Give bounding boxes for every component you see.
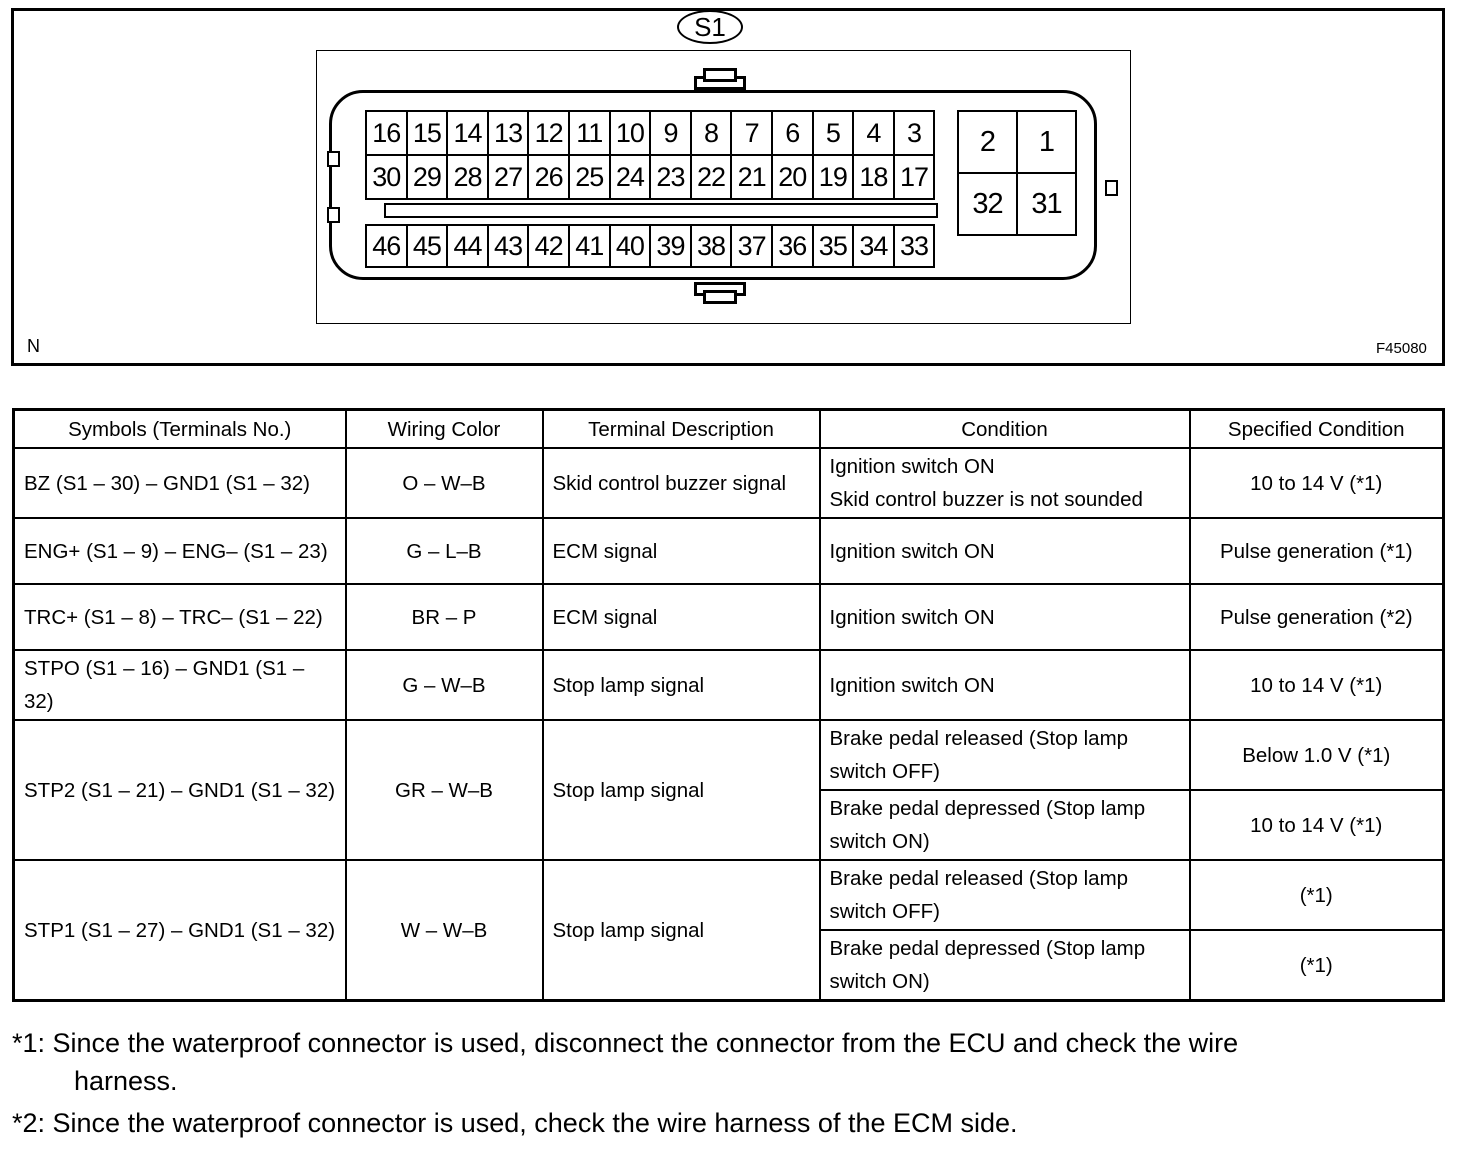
- footnote-2: *2: Since the waterproof connector is used, check the wire harness of the ECM side.: [12, 1108, 1018, 1138]
- header-specified-condition: Specified Condition: [1190, 410, 1444, 449]
- condition-cell: Brake pedal released (Stop lamp switch OFF): [820, 720, 1190, 790]
- pin: 36: [773, 226, 814, 268]
- pin: 41: [570, 226, 611, 268]
- pin: 28: [448, 156, 489, 200]
- pin: 37: [732, 226, 773, 268]
- orientation-mark: N: [27, 336, 40, 356]
- wiring-color-cell: G – W–B: [346, 650, 543, 720]
- spec-cell: (*1): [1190, 860, 1444, 930]
- table-row: [14, 720, 1444, 790]
- pin: 5: [814, 112, 855, 156]
- wiring-color-cell: GR – W–B: [346, 720, 543, 860]
- condition-cell: Ignition switch ON: [820, 584, 1190, 650]
- pin-grid-large: [957, 110, 1077, 236]
- symbol-cell: TRC+ (S1 – 8) – TRC– (S1 – 22): [14, 584, 346, 650]
- pin: 46: [367, 226, 408, 268]
- pin: 16: [367, 112, 408, 156]
- header-condition: Condition: [820, 410, 1190, 449]
- condition-cell: Brake pedal released (Stop lamp switch OFF): [820, 860, 1190, 930]
- connector-slot: [384, 203, 938, 218]
- symbol-cell: STP2 (S1 – 21) – GND1 (S1 – 32): [14, 720, 346, 860]
- spec-cell: 10 to 14 V (*1): [1190, 650, 1444, 720]
- header-terminal-description: Terminal Description: [543, 410, 820, 449]
- pin: 15: [408, 112, 449, 156]
- spec-cell: Pulse generation (*2): [1190, 584, 1444, 650]
- pin: 17: [895, 156, 936, 200]
- right-tab: [1105, 180, 1118, 196]
- condition-cell: Brake pedal depressed (Stop lamp switch ON): [820, 930, 1190, 1001]
- condition-cell: Ignition switch ON: [820, 650, 1190, 720]
- table-row: [14, 650, 1444, 720]
- pin: 40: [611, 226, 652, 268]
- connector-label: S1: [677, 10, 743, 44]
- pin: 9: [651, 112, 692, 156]
- top-latch-knob: [703, 68, 737, 82]
- footnote-1: *1: Since the waterproof connector is used, disconnect the connector from the ECU and check the wire: [12, 1028, 1239, 1058]
- pin: 29: [408, 156, 449, 200]
- description-cell: Skid control buzzer signal: [543, 448, 820, 518]
- condition-cell: Ignition switch ON: [820, 518, 1190, 584]
- pin: 26: [529, 156, 570, 200]
- bottom-latch-knob: [703, 290, 737, 304]
- pin: 12: [529, 112, 570, 156]
- pin: 11: [570, 112, 611, 156]
- pin: 39: [651, 226, 692, 268]
- left-tab-upper: [327, 151, 340, 167]
- pin-grid-upper: [365, 110, 935, 200]
- table-row: [14, 448, 1444, 518]
- pin: 35: [814, 226, 855, 268]
- pin: 18: [854, 156, 895, 200]
- pin: 25: [570, 156, 611, 200]
- terminal-spec-table: [12, 408, 1445, 1002]
- header-wiring-color: Wiring Color: [346, 410, 543, 449]
- pin: 33: [895, 226, 936, 268]
- pin: 31: [1018, 174, 1077, 236]
- spec-cell: 10 to 14 V (*1): [1190, 448, 1444, 518]
- symbol-cell: BZ (S1 – 30) – GND1 (S1 – 32): [14, 448, 346, 518]
- table-row: [14, 518, 1444, 584]
- pin: 32: [959, 174, 1018, 236]
- spec-cell: 10 to 14 V (*1): [1190, 790, 1444, 860]
- spec-cell: Pulse generation (*1): [1190, 518, 1444, 584]
- footnote-1-continued: harness.: [74, 1066, 178, 1096]
- symbol-cell: STPO (S1 – 16) – GND1 (S1 – 32): [14, 650, 346, 720]
- pin: 20: [773, 156, 814, 200]
- table-row: [14, 584, 1444, 650]
- pin: 4: [854, 112, 895, 156]
- spec-cell: (*1): [1190, 930, 1444, 1001]
- figure-code: F45080: [1376, 340, 1427, 357]
- condition-cell: Brake pedal depressed (Stop lamp switch ON): [820, 790, 1190, 860]
- description-cell: ECM signal: [543, 584, 820, 650]
- description-cell: Stop lamp signal: [543, 720, 820, 860]
- pin: 7: [732, 112, 773, 156]
- pin: 34: [854, 226, 895, 268]
- table-row: [14, 860, 1444, 930]
- pin: 27: [489, 156, 530, 200]
- pin: 3: [895, 112, 936, 156]
- pin: 13: [489, 112, 530, 156]
- symbol-cell: STP1 (S1 – 27) – GND1 (S1 – 32): [14, 860, 346, 1001]
- pin: 24: [611, 156, 652, 200]
- pin: 8: [692, 112, 733, 156]
- description-cell: Stop lamp signal: [543, 860, 820, 1001]
- header-symbols: Symbols (Terminals No.): [14, 410, 346, 449]
- description-cell: Stop lamp signal: [543, 650, 820, 720]
- spec-cell: Below 1.0 V (*1): [1190, 720, 1444, 790]
- pin: 22: [692, 156, 733, 200]
- pin-grid-lower: [365, 224, 935, 268]
- pin: 14: [448, 112, 489, 156]
- description-cell: ECM signal: [543, 518, 820, 584]
- pin: 38: [692, 226, 733, 268]
- pin: 19: [814, 156, 855, 200]
- pin: 23: [651, 156, 692, 200]
- wiring-color-cell: O – W–B: [346, 448, 543, 518]
- wiring-color-cell: W – W–B: [346, 860, 543, 1001]
- pin: 2: [959, 112, 1018, 174]
- symbol-cell: ENG+ (S1 – 9) – ENG– (S1 – 23): [14, 518, 346, 584]
- left-tab-lower: [327, 207, 340, 223]
- pin: 43: [489, 226, 530, 268]
- pin: 42: [529, 226, 570, 268]
- table-header-row: [14, 410, 1444, 449]
- pin: 6: [773, 112, 814, 156]
- pin: 10: [611, 112, 652, 156]
- wiring-color-cell: BR – P: [346, 584, 543, 650]
- wiring-color-cell: G – L–B: [346, 518, 543, 584]
- pin: 30: [367, 156, 408, 200]
- condition-cell: Ignition switch ON Skid control buzzer is not sounded: [820, 448, 1190, 518]
- pin: 21: [732, 156, 773, 200]
- pin: 1: [1018, 112, 1077, 174]
- pin: 44: [448, 226, 489, 268]
- pin: 45: [408, 226, 449, 268]
